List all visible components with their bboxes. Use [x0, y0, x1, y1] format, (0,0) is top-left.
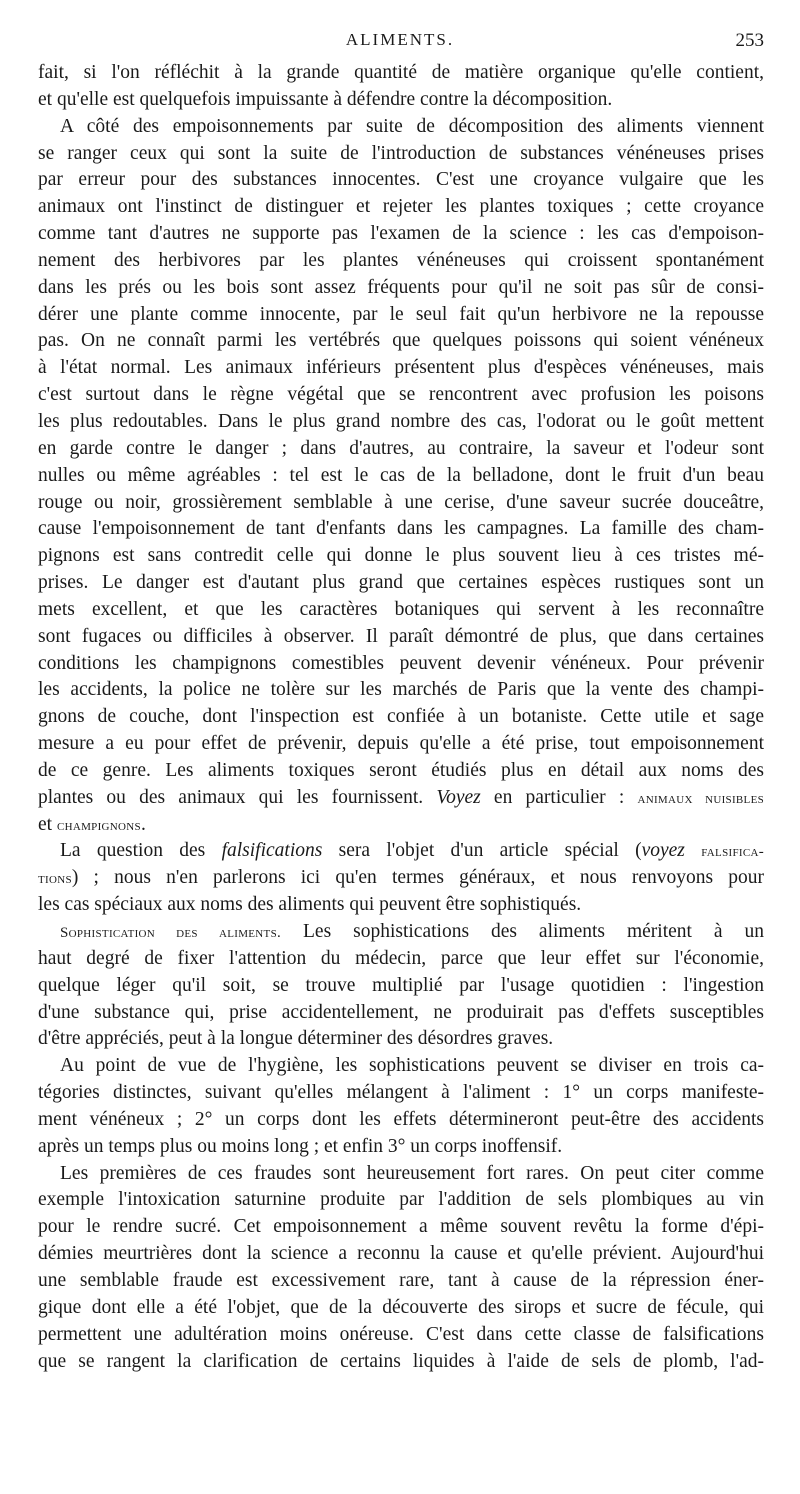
text-segment: en particulier : [480, 786, 638, 808]
text-line [38, 275, 764, 302]
text-segment: mets excellent, et que les caractères botaniques qui servent à les reconnaître [38, 598, 764, 620]
text-line [38, 382, 764, 409]
text-line [38, 1349, 764, 1376]
text-segment: animaux ont l'instinct de distinguer et rejeter les plantes toxiques ; cette croyance [38, 196, 764, 218]
text-segment: par erreur pour des substances innocentes. C'est une croyance vulgaire que les [38, 169, 764, 191]
text-segment: une semblable fraude est excessivement rare, tant à cause de la répression éner- [38, 1269, 764, 1291]
text-segment: gique dont elle a été l'objet, que de la découverte des sirops et sucre de fécule, qui [38, 1296, 764, 1318]
text-segment: que se rangent la clarification de certains liquides à l'aide de sels de plomb, l'ad- [38, 1350, 764, 1372]
text-segment: se ranger ceux qui sont la suite de l'introduction de substances vénéneuses prises [38, 142, 764, 164]
page-number: 253 [735, 30, 764, 51]
text-segment: sera l'objet d'un article spécial ( [322, 840, 642, 862]
text-segment: exemple l'intoxication saturnine produite par l'addition de sels plombiques au vin [38, 1189, 764, 1211]
text-segment: d'être appréciés, peut à la longue déterminer des désordres graves. [38, 1028, 554, 1050]
text-line [38, 1322, 764, 1349]
text-segment: d'une substance qui, prise accidentellement, ne produirait pas d'effets susceptibles [38, 1001, 764, 1023]
text-line [38, 1268, 764, 1295]
text-segment: Les premières de ces fraudes sont heureusement fort rares. On peut citer comme [60, 1162, 764, 1184]
text-segment: ment vénéneux ; 2° un corps dont les effets détermineront peut-être des accidents [38, 1108, 764, 1130]
text-segment: démies meurtrières dont la science a reconnu la cause et qu'elle prévient. Aujourd'hui [38, 1243, 764, 1265]
text-segment: cause l'empoisonnement de tant d'enfants dans les campagnes. La famille des cham- [38, 518, 764, 540]
text-line [38, 194, 764, 221]
text-line [38, 1295, 764, 1322]
text-segment: Les sophistications des aliments méritent à un [281, 921, 764, 942]
text-segment: les accidents, la police ne tolère sur les marchés de Paris que la vente des champi- [38, 679, 764, 701]
text-line [38, 141, 764, 168]
text-line [38, 1107, 764, 1134]
text-line [38, 812, 764, 839]
text-line [38, 1053, 764, 1080]
small-caps-text: tions [38, 871, 72, 888]
italic-text: voyez [641, 840, 685, 862]
text-segment: Au point de vue de l'hygiène, les sophistications peuvent se diviser en trois ca- [60, 1055, 764, 1077]
text-segment: rouge ou noir, grossièrement semblable à une cerise, d'une saveur sucrée douceâtre, [38, 491, 764, 513]
text-line [38, 114, 764, 141]
text-segment: fait, si l'on réfléchit à la grande quantité de matière organique qu'elle contient, [38, 62, 764, 83]
text-segment: sont fugaces ou difficiles à observer. Il paraît démontré de plus, que dans certaines [38, 625, 764, 647]
text-segment: après un temps plus ou moins long ; et enfin 3° un corps inoffensif. [38, 1135, 563, 1157]
text-line [38, 919, 764, 946]
text-segment: haut degré de fixer l'attention du médecin, parce que leur effet sur l'économie, [38, 947, 764, 969]
text-segment: les plus redoutables. Dans le plus grand nombre des cas, l'odorat ou le goût mettent [38, 410, 764, 432]
small-caps-text: Sophistication des aliments. [60, 925, 282, 941]
text-segment: comme tant d'autres ne supporte pas l'examen de la science : les cas d'empoison- [38, 223, 764, 245]
text-segment: nulles ou même agréables : tel est le cas de la belladone, dont le fruit d'un beau [38, 464, 764, 486]
italic-text: falsifications [221, 840, 323, 862]
text-segment: La question des [60, 840, 222, 862]
text-line [38, 221, 764, 248]
text-segment [685, 840, 701, 861]
text-segment: les cas spéciaux aux noms des aliments qui peuvent être sophistiqués. [38, 894, 582, 916]
text-line [38, 624, 764, 651]
text-segment: pour le rendre sucré. Cet empoisonnement a même souvent revêtu la forme d'épi- [38, 1216, 764, 1238]
text-segment: quelque léger qu'il soit, se trouve multiplié par l'usage quotidien : l'ingestion [38, 974, 764, 996]
text-segment: nement des herbivores par les plantes vénéneuses qui croissent spontanément [38, 249, 764, 271]
text-segment: pas. On ne connaît parmi les vertébrés que quelques poissons qui soient vénéneux [38, 330, 764, 352]
text-line [38, 409, 764, 436]
text-line [38, 1134, 764, 1161]
text-line [38, 490, 764, 517]
small-caps-text: champignons [56, 817, 141, 834]
text-line [38, 1214, 764, 1241]
text-line [38, 973, 764, 1000]
text-line [38, 677, 764, 704]
italic-text: Voyez [436, 786, 481, 808]
text-segment: pignons est sans contredit celle qui donne le plus souvent lieu à ces tristes mé- [38, 545, 764, 567]
text-line [38, 946, 764, 973]
text-segment: prises. Le danger est d'autant plus grand que certaines espèces rustiques sont un [38, 572, 764, 594]
text-segment: conditions les champignons comestibles peuvent devenir vénéneux. Pour prévenir [38, 652, 764, 674]
text-line [38, 785, 764, 812]
text-segment: dérer une plante comme innocente, par le seul fait qu'un herbivore ne la repousse [38, 303, 764, 325]
running-title: ALIMENTS. [345, 30, 455, 49]
text-line [38, 355, 764, 382]
text-segment: . [140, 813, 146, 835]
small-caps-text: animaux nuisibles [637, 790, 764, 807]
text-line [38, 704, 764, 731]
text-line [38, 248, 764, 275]
text-line [38, 838, 764, 865]
text-line [38, 436, 764, 463]
text-line [38, 87, 764, 114]
text-segment: permettent une adultération moins onéreuse. C'est dans cette classe de falsifications [38, 1323, 764, 1345]
text-line [38, 328, 764, 355]
text-line [38, 651, 764, 678]
text-line [38, 892, 764, 919]
text-line [38, 167, 764, 194]
text-segment: plantes ou des animaux qui les fournissent. [38, 786, 437, 808]
text-line [38, 302, 764, 329]
text-line [38, 1000, 764, 1027]
text-segment: et [38, 813, 57, 835]
text-segment: à l'état normal. Les animaux inférieurs présentent plus d'espèces vénéneuses, mais [38, 357, 764, 379]
text-line [38, 1241, 764, 1268]
text-line [38, 543, 764, 570]
text-line [38, 731, 764, 758]
text-segment: gnons de couche, dont l'inspection est confiée à un botaniste. Cette utile et sage [38, 706, 764, 728]
page-header [0, 30, 800, 56]
text-segment: et qu'elle est quelquefois impuissante à défendre contre la décomposition. [38, 88, 613, 110]
text-line [38, 1026, 764, 1053]
body-text [38, 60, 764, 1375]
text-segment: dans les prés ou les bois sont assez fréquents pour qu'il ne soit pas sûr de consi- [38, 276, 764, 298]
text-segment: A côté des empoisonnements par suite de décomposition des aliments viennent [60, 115, 764, 137]
text-line [38, 597, 764, 624]
text-line [38, 1187, 764, 1214]
text-line [38, 60, 764, 87]
text-line [38, 1161, 764, 1188]
text-line [38, 865, 764, 892]
text-line [38, 463, 764, 490]
text-segment: tégories distinctes, suivant qu'elles mélangent à l'aliment : 1° un corps manifeste- [38, 1082, 764, 1104]
text-segment: mesure a eu pour effet de prévenir, depuis qu'elle a été prise, tout empoisonnement [38, 733, 764, 755]
text-line [38, 570, 764, 597]
text-segment: ) ; nous n'en parlerons ici qu'en termes généraux, et nous renvoyons pour [71, 867, 764, 889]
text-segment: en garde contre le danger ; dans d'autres, au contraire, la saveur et l'odeur sont [38, 437, 764, 459]
text-line [38, 516, 764, 543]
text-line [38, 758, 764, 785]
text-segment: c'est surtout dans le règne végétal que se rencontrent avec profusion les poisons [38, 384, 764, 406]
text-segment: de ce genre. Les aliments toxiques seront étudiés plus en détail aux noms des [38, 759, 764, 781]
text-line [38, 1080, 764, 1107]
small-caps-text: falsifica- [701, 844, 764, 861]
